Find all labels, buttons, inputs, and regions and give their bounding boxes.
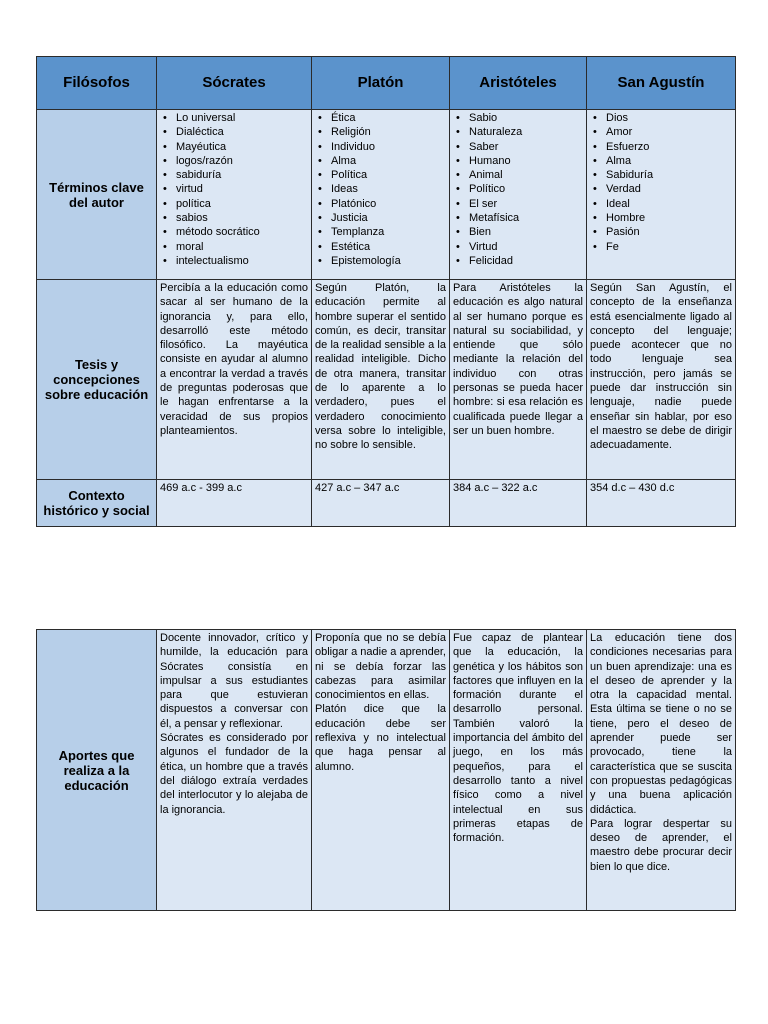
list-item: • Política: [331, 168, 446, 182]
list-item: • Estética: [331, 240, 446, 254]
header-row: [37, 57, 736, 110]
terminos-socrates-list: [160, 111, 308, 268]
list-item: • Religión: [331, 125, 446, 139]
paragraph: Proponía que no se debía obligar a nadie a aprender, ni se debía forzar las cabezas para asimilar conocimientos en ellas.: [315, 632, 446, 702]
list-item: • El ser: [469, 197, 583, 211]
row-aportes: [37, 630, 736, 911]
tesis-platon: Según Platón, la educación permite al hombre superar el sentido común, es decir, transitar de la realidad sensible a la realidad inteligible. Dicho de otra manera, transitar de lo aparente a lo verdadero, pues el verdadero conocimiento versa sobre lo inteligible, no sobre lo sensible.: [312, 280, 450, 480]
philosophers-table: [36, 56, 736, 527]
list-item: • logos/razón: [176, 154, 308, 168]
list-item: • Lo universal: [176, 111, 308, 125]
list-item: • Sabiduría: [606, 168, 732, 182]
list-item: • Saber: [469, 140, 583, 154]
list-item: • Templanza: [331, 225, 446, 239]
row-terminos: [37, 110, 736, 280]
paragraph: Fue capaz de plantear que la educación, la genética y los hábitos son factores que influyen en la formación durante el desarrollo personal. También valoró la importancia del ámbito del juego, en los más pequeños, para el desarrollo tanto a nivel físico como a nivel intelectual en sus primeras etapas de formación.: [453, 632, 583, 845]
list-item: • Felicidad: [469, 254, 583, 268]
list-item: • Mayéutica: [176, 140, 308, 154]
contexto-aristoteles: 384 a.c – 322 a.c: [450, 480, 587, 527]
list-item: • Fe: [606, 240, 732, 254]
list-item: • Ideal: [606, 197, 732, 211]
list-item: • Ética: [331, 111, 446, 125]
list-item: • Alma: [606, 154, 732, 168]
list-item: • Pasión: [606, 225, 732, 239]
contexto-agustin: 354 d.c – 430 d.c: [587, 480, 736, 527]
list-item: • Epistemología: [331, 254, 446, 268]
list-item: • sabiduría: [176, 168, 308, 182]
header-agustin: San Agustín: [587, 57, 736, 110]
list-item: • Verdad: [606, 182, 732, 196]
list-item: • Justicia: [331, 211, 446, 225]
contexto-platon: 427 a.c – 347 a.c: [312, 480, 450, 527]
row-tesis: [37, 280, 736, 480]
paragraph: Docente innovador, crítico y humilde, la educación para Sócrates consistía en impulsar a sus estudiantes para que estuvieran dispuestos a conversar con él, a pensar y reflexionar.: [160, 632, 308, 730]
header-aristoteles: Aristóteles: [450, 57, 587, 110]
aportes-table: [36, 629, 736, 911]
contexto-socrates: 469 a.c - 399 a.c: [157, 480, 312, 527]
list-item: • Platónico: [331, 197, 446, 211]
tesis-aristoteles: Para Aristóteles la educación es algo natural al ser humano porque es natural su sociabilidad, y entiende que sólo mediante la relación del individuo con otras personas se pueda hacer hombre: si esa relación es cualificada puede llegar a ser un buen hombre.: [450, 280, 587, 480]
paragraph: Platón dice que la educación debe ser reflexiva y no intelectual que haga pensar al alumno.: [315, 703, 446, 773]
list-item: • Virtud: [469, 240, 583, 254]
list-item: • moral: [176, 240, 308, 254]
label-terminos: Términos clave del autor: [37, 110, 157, 280]
tesis-agustin: Según San Agustín, el concepto de la enseñanza está esencialmente ligado al concepto del lenguaje; puede acontecer que no todo lenguaje sea instrucción, pero jamás se puede dar instrucción sin lenguaje, nadie puede enseñar sin hablar, por eso el maestro se debe de dirigir adecuadamente.: [587, 280, 736, 480]
list-item: • Dialéctica: [176, 125, 308, 139]
header-platon: Platón: [312, 57, 450, 110]
list-item: • Naturaleza: [469, 125, 583, 139]
label-tesis: Tesis y concepciones sobre educación: [37, 280, 157, 480]
list-item: • intelectualismo: [176, 254, 308, 268]
list-item: • método socrático: [176, 225, 308, 239]
header-filosofos: Filósofos: [37, 57, 157, 110]
tesis-socrates: Percibía a la educación como sacar al ser humano de la ignorancia y, para ello, desarrolló este método filosófico. La mayéutica consiste en ayudar al alumno a encontrar la verdad a través de preguntas poderosas que le hagan enfrentarse a la veracidad de sus propios planteamientos.: [157, 280, 312, 480]
list-item: • Sabio: [469, 111, 583, 125]
list-item: • Metafísica: [469, 211, 583, 225]
terminos-agustin-list: [590, 111, 732, 254]
aportes-platon: [312, 630, 450, 911]
paragraph: Sócrates es considerado por algunos el fundador de la ética, un hombre que a través del diálogo extraía verdades del interlocutor y lo alejaba de la ignorancia.: [160, 732, 308, 816]
list-item: • Político: [469, 182, 583, 196]
list-item: • sabios: [176, 211, 308, 225]
paragraph: La educación tiene dos condiciones necesarias para un buen aprendizaje: una es el deseo de aprender y la otra la capacidad mental. Esta última se tiene o no se tiene, pero el deseo de aprender puede ser provocado, tiene la característica que se suscita con propuestas pedagógicas y una buena aplicación didáctica.: [590, 632, 732, 816]
list-item: • Ideas: [331, 182, 446, 196]
list-item: • Hombre: [606, 211, 732, 225]
row-contexto: [37, 480, 736, 527]
label-aportes: Aportes que realiza a la educación: [37, 630, 157, 911]
list-item: • Alma: [331, 154, 446, 168]
list-item: • Humano: [469, 154, 583, 168]
list-item: • Amor: [606, 125, 732, 139]
label-contexto: Contexto histórico y social: [37, 480, 157, 527]
aportes-socrates: [157, 630, 312, 911]
aportes-aristoteles: [450, 630, 587, 911]
terminos-aristoteles-list: [453, 111, 583, 268]
list-item: • Animal: [469, 168, 583, 182]
list-item: • Esfuerzo: [606, 140, 732, 154]
header-socrates: Sócrates: [157, 57, 312, 110]
paragraph: Para lograr despertar su deseo de aprender, el maestro debe procurar decir bien lo que dice.: [590, 817, 732, 873]
list-item: • virtud: [176, 182, 308, 196]
list-item: • Bien: [469, 225, 583, 239]
terminos-platon-list: [315, 111, 446, 268]
list-item: • política: [176, 197, 308, 211]
aportes-agustin: [587, 630, 736, 911]
list-item: • Individuo: [331, 140, 446, 154]
list-item: • Dios: [606, 111, 732, 125]
